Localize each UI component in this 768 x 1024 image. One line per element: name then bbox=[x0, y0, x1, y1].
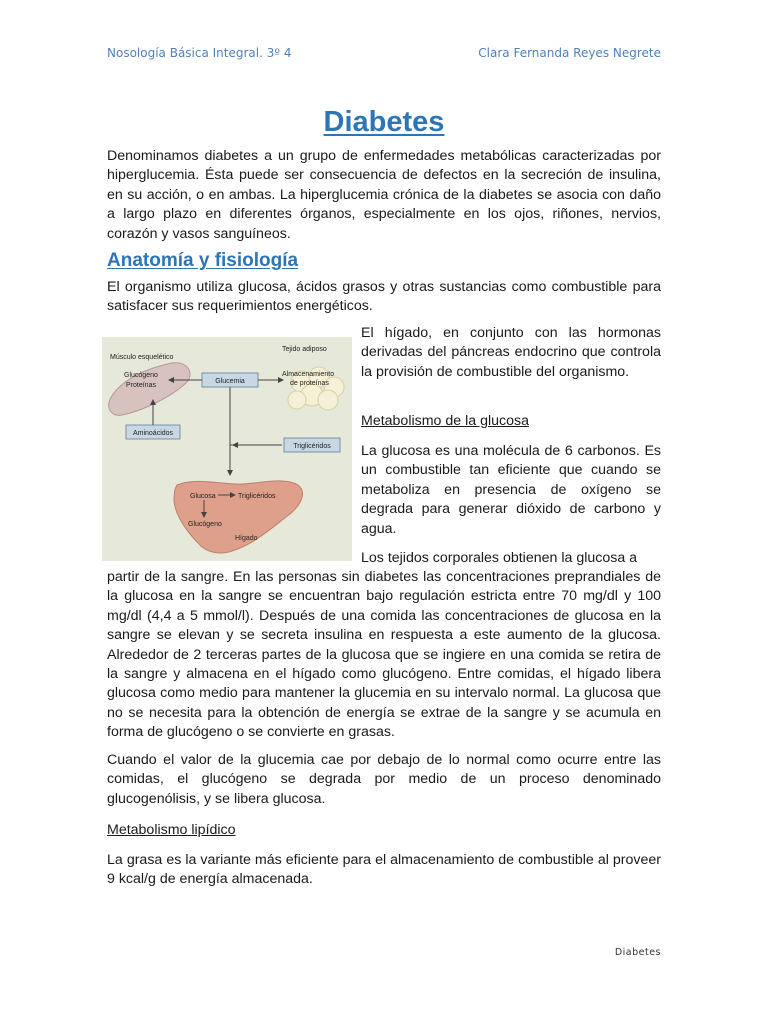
label-liver-glucose: Glucosa bbox=[190, 493, 216, 500]
label-protein-storage-2: de proteínas bbox=[290, 380, 329, 387]
label-glycogen: Glucógeno bbox=[124, 372, 158, 379]
label-liver-glycogen: Glucógeno bbox=[188, 521, 222, 528]
header-author: Clara Fernanda Reyes Negrete bbox=[478, 46, 661, 60]
label-triglycerides: Triglicéridos bbox=[293, 443, 331, 450]
paragraph-fuel: El organismo utiliza glucosa, ácidos grasos y otras sustancias como combustible para satisfacer sus requerimientos energéticos. bbox=[107, 279, 661, 315]
paragraph-tissues: partir de la sangre. En las personas sin diabetes las concentraciones preprandiales de la glucosa en la sangre se encuentran bajo regulación estricta entre 70 mg/dl y 100 mg/dl (4,4 a 5 mmol/l). Después de una comida las concentraciones de glucosa en la sangre se elevan y se secreta insulina en respuesta a este aumento de la glucosa. Alrededor de 2 terceras partes de la glucosa que se ingiere en una comida se retira de la sangre y almacena en el hígado como glucógeno. Entre comidas, el hígado libera glucosa como medio para mantener la glucemia en su intervalo normal. La glucosa que no se necesita para la obtención de energía se extrae de la sangre y se acumula en forma de glucógeno o se convierte en grasas. bbox=[107, 569, 661, 741]
subheading-glucose-wrap bbox=[361, 412, 661, 431]
paragraph-liver: El hígado, en conjunto con las hormonas derivadas del páncreas endocrino que controla la provisión de combustible del organismo. bbox=[361, 325, 661, 380]
subheading-lipid-metabolism: Metabolismo lipídico bbox=[107, 822, 236, 838]
header-course: Nosología Básica Integral. 3º 4 bbox=[107, 46, 292, 60]
page-footer: Diabetes bbox=[614, 947, 661, 958]
label-protein-storage-1: Almacenamiento bbox=[282, 371, 335, 378]
metabolism-diagram bbox=[102, 337, 352, 561]
label-amino-acids: Aminoácidos bbox=[132, 430, 174, 437]
label-proteins: Proteínas bbox=[126, 382, 156, 389]
page-header bbox=[107, 46, 661, 66]
label-glycemia: Glucemia bbox=[215, 378, 245, 385]
paragraph-fat: La grasa es la variante más eficiente para el almacenamiento de combustible al proveer 9 kcal/g de energía almacenada. bbox=[107, 852, 661, 888]
paragraph-glucose-molecule: La glucosa es una molécula de 6 carbonos. Es un combustible tan eficiente que cuando se metaboliza en presencia de oxígeno se degrada para generar dióxido de carbono y agua. bbox=[361, 443, 661, 537]
paragraph-tissues-first-line: Los tejidos corporales obtienen la glucosa a bbox=[361, 550, 638, 566]
label-liver-triglycerides: Triglicéridos bbox=[238, 493, 276, 500]
intro-paragraph: Denominamos diabetes a un grupo de enfermedades metabólicas caracterizadas por hiperglucemia. Ésta puede ser consecuencia de defectos en la secreción de insulina, en su acción, o en ambas. La hiperglucemia crónica de la diabetes se asocia con daño a largo plazo en diferentes órganos, especialmente en los ojos, riñones, nervios, corazón y vasos sanguíneos. bbox=[107, 148, 661, 242]
label-muscle: Músculo esquelético bbox=[110, 354, 174, 361]
subheading-lipid-wrap bbox=[107, 821, 661, 840]
paragraph-glycogenolysis: Cuando el valor de la glucemia cae por debajo de lo normal como ocurre entre las comidas, el glucógeno se degrada por medio de un proceso denominado glucogenólisis, y se libera glucosa. bbox=[107, 752, 661, 807]
label-adipose: Tejido adiposo bbox=[282, 346, 327, 353]
section-heading-anatomy: Anatomía y fisiología bbox=[107, 250, 299, 271]
page-title: Diabetes bbox=[323, 106, 445, 138]
subheading-glucose-metabolism: Metabolismo de la glucosa bbox=[361, 413, 529, 429]
label-liver: Hígado bbox=[235, 535, 258, 542]
